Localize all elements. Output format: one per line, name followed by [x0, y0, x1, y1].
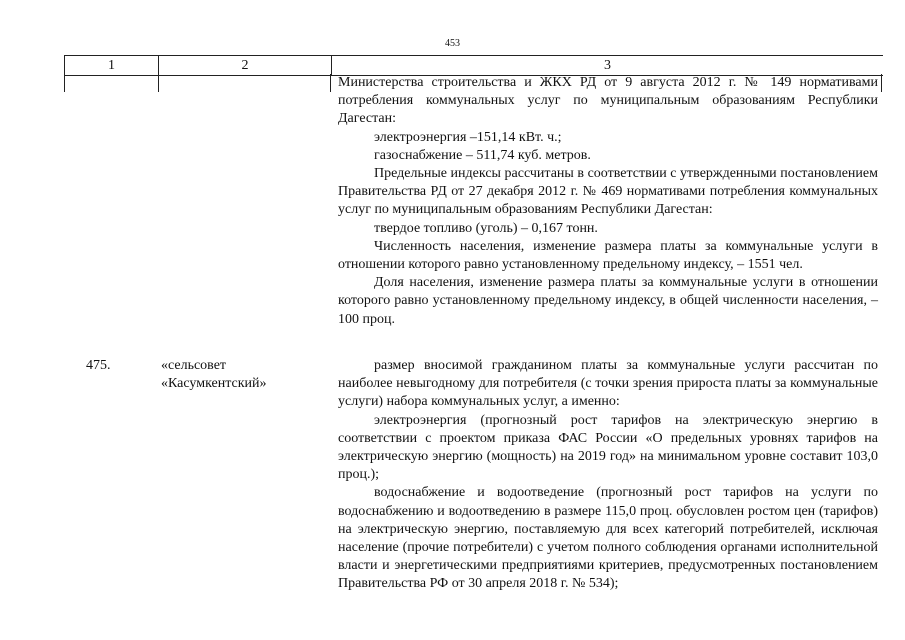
entry-name — [161, 357, 321, 393]
column-divider — [64, 74, 65, 92]
table-header-row — [64, 55, 883, 76]
paragraph: Предельные индексы рассчитаны в соответствии с утвержденными постановлением Правительства РД от 27 декабря 2012 г. № 469 нормативами потребления коммунальных услуг по муниципальным образованиям Республики Дагестан: — [338, 166, 878, 218]
column-divider — [330, 74, 331, 92]
page-number: 453 — [445, 38, 460, 49]
header-cell-3: 3 — [604, 57, 611, 73]
entry-name-line: «Касумкентский» — [161, 376, 267, 392]
column-divider — [881, 74, 882, 92]
header-cell-1: 1 — [65, 56, 159, 75]
entry-text-block — [338, 357, 878, 594]
paragraph: размер вносимой гражданином платы за коммунальные услуги рассчитан по наиболее невыгодному для потребителя (с точки зрения прироста платы за коммунальные услуги) набора коммунальных услуг, а именно: — [338, 358, 878, 410]
paragraph: Доля населения, изменение размера платы за коммунальные услуги в отношении которого равно установленному предельному индексу, в общей численности населения, – 100 проц. — [338, 275, 878, 327]
continued-text-block — [338, 74, 878, 329]
paragraph: электроэнергия –151,14 кВт. ч.; — [374, 129, 562, 145]
entry-name-line: «сельсовет — [161, 358, 227, 373]
paragraph: твердое топливо (уголь) – 0,167 тонн. — [374, 220, 598, 236]
paragraph: электроэнергия (прогнозный рост тарифов на электрическую энергию в соответствии с проектом приказа ФАС России «О предельных уровнях тарифов на электрическую энергию (мощность) на 2019 год» на минимальном уровне составит 103,0 проц.); — [338, 412, 878, 483]
header-cell-2: 2 — [159, 56, 332, 75]
paragraph: водоснабжение и водоотведение (прогнозный рост тарифов на услуги по водоснабжению и водоотведению в размере 115,0 проц. обусловлен ростом цен (тарифов) на электрическую энергию, поставляемую для всех категорий потребителей, исключая население (прочие потребители) с учетом полного соблюдения органами исполнительной власти и энергетическими предприятиями критериев, предусмотренных постановлением Правительства РФ от 30 апреля 2018 г. № 534); — [338, 485, 878, 592]
entry-number: 475. — [86, 358, 111, 373]
paragraph: Численность населения, изменение размера платы за коммунальные услуги в отношении которого равно установленному предельному индексу, – 1551 чел. — [338, 238, 878, 273]
paragraph: Министерства строительства и ЖКХ РД от 9 августа 2012 г. № 149 нормативами потребления коммунальных услуг по муниципальным образованиям Республики Дагестан: — [338, 75, 878, 127]
paragraph: газоснабжение – 511,74 куб. метров. — [374, 147, 591, 163]
column-divider — [158, 74, 159, 92]
